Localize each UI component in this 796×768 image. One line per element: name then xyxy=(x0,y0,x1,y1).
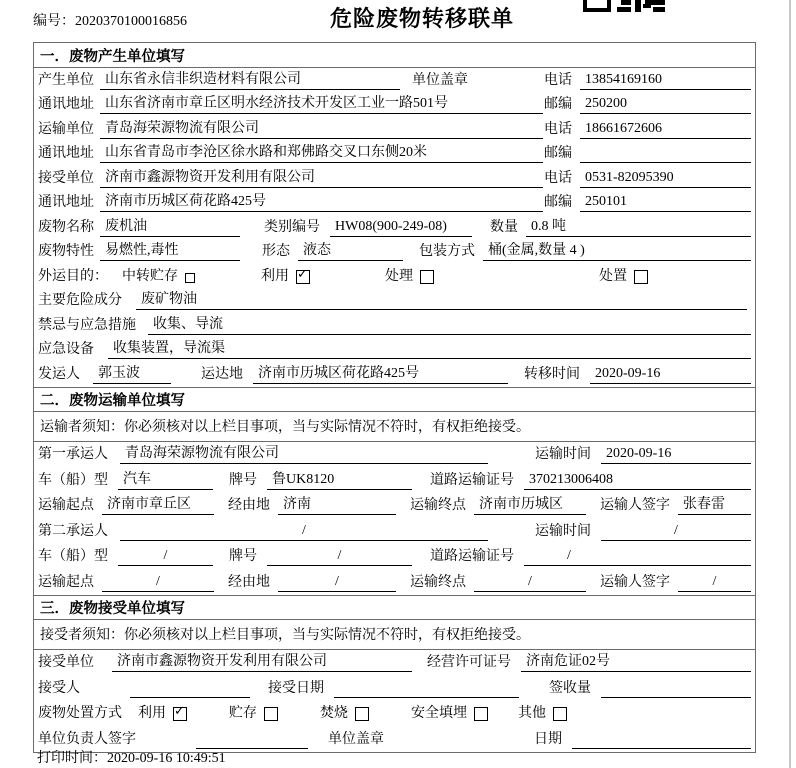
packing-field: 桶(金属,数量 4 ) xyxy=(483,242,751,261)
plate-2-field: / xyxy=(267,547,412,566)
disposal-option-store xyxy=(229,705,278,723)
carrier-signature-2-field: / xyxy=(678,573,751,592)
category-field: HW08(900-249-08) xyxy=(330,218,472,237)
serial-number-line xyxy=(33,10,187,30)
phone-label: 电话 xyxy=(544,170,572,186)
disposal-option-other xyxy=(518,705,567,723)
transfer-time-field: 2020-09-16 xyxy=(590,365,751,384)
checkbox-icon xyxy=(553,707,567,721)
unit-seal-label: 单位盖章 xyxy=(328,731,384,747)
option-label: 利用 xyxy=(261,268,289,284)
option-label: 利用 xyxy=(138,706,166,721)
route-end-field: 济南市历城区 xyxy=(474,496,586,515)
purpose-option-dispose xyxy=(599,268,648,286)
trait-field: 易燃性,毒性 xyxy=(100,242,240,261)
section2-header: 二．废物运输单位填写 xyxy=(34,387,755,412)
hazard-label: 主要危险成分 xyxy=(38,293,122,308)
producer-value-field: 山东省永信非织造材料有限公司 xyxy=(100,71,400,90)
row-disposal-method xyxy=(34,701,755,727)
road-permit-label: 道路运输证号 xyxy=(430,472,514,488)
road-permit-field: 370213006408 xyxy=(524,471,751,490)
transport-time-label: 运输时间 xyxy=(535,447,591,462)
route-end-label: 运输终点 xyxy=(410,574,466,590)
responsible-signature-field xyxy=(196,730,308,749)
row-vehicle-2 xyxy=(34,544,755,570)
receiver-notice: 接受者须知：你必须核对以上栏目事项，当与实际情况不符时，有权拒绝接受。 xyxy=(34,620,755,650)
row-route-2 xyxy=(34,569,755,595)
purpose-option-treat xyxy=(385,268,434,286)
route-end-label: 运输终点 xyxy=(410,498,466,513)
section1-header: 一．废物产生单位填写 xyxy=(34,43,755,68)
taboo-label: 禁忌与应急措施 xyxy=(38,317,136,333)
checkbox-icon xyxy=(634,270,648,284)
vehicle-type-label: 车（船）型 xyxy=(38,549,108,564)
row-second-carrier xyxy=(34,518,755,544)
second-carrier-label: 第二承运人 xyxy=(38,523,108,539)
disposal-option-use xyxy=(138,705,187,723)
license-field: 济南危证02号 xyxy=(521,653,751,672)
date-label: 日期 xyxy=(534,731,562,747)
route-via-label: 经由地 xyxy=(228,498,270,513)
transporter-notice: 运输者须知：你必须核对以上栏目事项，当与实际情况不符时，有权拒绝接受。 xyxy=(34,412,755,442)
phone-label: 电话 xyxy=(544,121,572,137)
road-permit-label: 道路运输证号 xyxy=(430,549,514,564)
row-route-1 xyxy=(34,493,755,519)
row-hazard xyxy=(34,289,755,314)
address-label: 通讯地址 xyxy=(38,97,94,112)
vehicle-type-field: 汽车 xyxy=(118,471,213,490)
checkbox-icon xyxy=(355,707,369,721)
route-start-field: 济南市章丘区 xyxy=(102,496,214,515)
row-taboo xyxy=(34,313,755,338)
receiver-phone-field: 0531-82095390 xyxy=(580,169,751,188)
destination-label: 运达地 xyxy=(201,366,243,382)
producer-address-field: 山东省济南市章丘区明水经济技术开发区工业一路501号 xyxy=(100,95,543,114)
row-transporter xyxy=(34,117,755,142)
row-receiver-address xyxy=(34,191,755,216)
route-via-field: 济南 xyxy=(278,496,396,515)
transport-time-label: 运输时间 xyxy=(535,523,591,539)
receiver-address-field: 济南市历城区荷花路425号 xyxy=(100,193,543,212)
quantity-field: 0.8 吨 xyxy=(526,218,751,237)
receiver-value-field: 济南市鑫源物资开发利用有限公司 xyxy=(100,169,543,188)
print-time-label: 打印时间： xyxy=(37,751,107,766)
hazard-field: 废矿物油 xyxy=(136,291,747,310)
option-label: 中转贮存 xyxy=(122,268,178,284)
quantity-label: 数量 xyxy=(490,219,518,235)
transporter-phone-field: 18661672606 xyxy=(580,120,751,139)
row-purpose xyxy=(34,264,755,289)
checkbox-icon xyxy=(185,273,195,283)
page-title: 危险废物转移联单 xyxy=(330,6,515,31)
route-via-2-field: / xyxy=(278,573,396,592)
first-carrier-label: 第一承运人 xyxy=(38,447,108,462)
destination-field: 济南市历城区荷花路425号 xyxy=(253,365,508,384)
checkbox-icon xyxy=(474,707,488,721)
checkbox-icon xyxy=(420,270,434,284)
plate-label: 牌号 xyxy=(229,549,257,564)
waste-name-field: 废机油 xyxy=(100,218,240,237)
row-waste-trait xyxy=(34,240,755,265)
receiving-unit-label: 接受单位 xyxy=(38,655,94,670)
transporter-zip-field xyxy=(580,144,751,163)
address-label: 通讯地址 xyxy=(38,195,94,210)
page-edge-line xyxy=(789,0,791,768)
row-equipment xyxy=(34,338,755,363)
shipper-label: 发运人 xyxy=(38,366,80,382)
first-carrier-field: 青岛海荣源物流有限公司 xyxy=(120,445,488,464)
print-time-value: 2020-09-16 10:49:51 xyxy=(107,751,226,766)
taboo-field: 收集、导流 xyxy=(148,316,751,335)
row-transporter-address xyxy=(34,142,755,167)
row-vehicle-1 xyxy=(34,467,755,493)
row-producer xyxy=(34,68,755,93)
disposal-option-burn xyxy=(320,705,369,723)
transporter-label: 运输单位 xyxy=(38,121,94,137)
checkbox-icon xyxy=(264,707,278,721)
receiver-person-field xyxy=(130,679,250,698)
packing-label: 包装方式 xyxy=(419,244,475,259)
equipment-field: 收集装置，导流渠 xyxy=(108,340,751,359)
category-label: 类别编号 xyxy=(264,219,320,235)
phone-label: 电话 xyxy=(544,72,572,88)
waste-name-label: 废物名称 xyxy=(38,219,94,235)
carrier-signature-label: 运输人签字 xyxy=(600,574,670,590)
receiving-unit-field: 济南市鑫源物资开发利用有限公司 xyxy=(112,653,412,672)
option-label: 安全填埋 xyxy=(411,706,467,721)
zip-label: 邮编 xyxy=(544,195,572,210)
second-carrier-field: / xyxy=(120,522,488,541)
vehicle-type-label: 车（船）型 xyxy=(38,472,108,488)
section3-header: 三．废物接受单位填写 xyxy=(34,595,755,620)
checkbox-checked-icon xyxy=(296,270,310,284)
license-label: 经营许可证号 xyxy=(427,655,511,670)
receiver-person-label: 接受人 xyxy=(38,680,80,696)
option-label: 处置 xyxy=(599,268,627,284)
transfer-form-table xyxy=(33,42,756,753)
zip-label: 邮编 xyxy=(544,146,572,161)
disposal-option-landfill xyxy=(411,705,488,723)
carrier-signature-label: 运输人签字 xyxy=(600,498,670,513)
receive-date-field xyxy=(334,679,519,698)
serial-value: 2020370100016856 xyxy=(75,14,187,29)
form-label: 形态 xyxy=(262,244,290,259)
serial-label: 编号： xyxy=(33,14,75,29)
row-waste-name xyxy=(34,215,755,240)
transport-time-2-field: / xyxy=(601,522,751,541)
disposal-method-label: 废物处置方式 xyxy=(38,706,122,721)
route-start-label: 运输起点 xyxy=(38,574,94,590)
producer-zip-field: 250200 xyxy=(580,95,751,114)
row-receiving-unit xyxy=(34,650,755,676)
road-permit-2-field: / xyxy=(524,547,614,566)
option-label: 其他 xyxy=(518,706,546,721)
row-receiver xyxy=(34,166,755,191)
road-permit-2-field-extension xyxy=(614,547,751,566)
row-responsible-signature xyxy=(34,726,755,752)
date-field xyxy=(572,730,751,749)
trait-label: 废物特性 xyxy=(38,244,94,259)
row-shipper xyxy=(34,362,755,387)
received-amount-label: 签收量 xyxy=(549,680,591,696)
transport-time-field: 2020-09-16 xyxy=(601,445,751,464)
option-label: 贮存 xyxy=(229,706,257,721)
row-first-carrier xyxy=(34,442,755,468)
transporter-value-field: 青岛海荣源物流有限公司 xyxy=(100,120,543,139)
purpose-option-storage xyxy=(122,268,195,286)
option-label: 处理 xyxy=(385,268,413,284)
purpose-label: 外运目的： xyxy=(38,268,108,284)
plate-label: 牌号 xyxy=(229,472,257,488)
receiver-zip-field: 250101 xyxy=(580,193,751,212)
zip-label: 邮编 xyxy=(544,97,572,112)
route-via-label: 经由地 xyxy=(228,574,270,590)
seal-label: 单位盖章 xyxy=(412,72,468,88)
transporter-address-field: 山东省青岛市李沧区徐水路和郑佛路交叉口东侧20米 xyxy=(100,144,543,163)
received-amount-field xyxy=(601,679,751,698)
print-time-line xyxy=(37,750,226,767)
route-start-2-field: / xyxy=(102,573,214,592)
responsible-signature-label: 单位负责人签字 xyxy=(38,731,136,747)
receiver-label: 接受单位 xyxy=(38,170,94,186)
plate-field: 鲁UK8120 xyxy=(267,471,412,490)
checkbox-checked-icon xyxy=(173,707,187,721)
vehicle-type-2-field: / xyxy=(118,547,213,566)
equipment-label: 应急设备 xyxy=(38,342,94,357)
row-producer-address xyxy=(34,93,755,118)
shipper-field: 郭玉波 xyxy=(93,365,171,384)
purpose-option-use xyxy=(261,268,310,286)
transfer-time-label: 转移时间 xyxy=(524,366,580,382)
route-start-label: 运输起点 xyxy=(38,498,94,513)
row-receiver-person xyxy=(34,675,755,701)
form-field: 液态 xyxy=(298,242,403,261)
qr-code-fragment xyxy=(583,0,667,12)
address-label: 通讯地址 xyxy=(38,146,94,161)
producer-label: 产生单位 xyxy=(38,72,94,88)
receive-date-label: 接受日期 xyxy=(268,680,324,696)
producer-phone-field: 13854169160 xyxy=(580,71,751,90)
route-end-2-field: / xyxy=(474,573,586,592)
carrier-signature-field: 张春雷 xyxy=(678,496,751,515)
option-label: 焚烧 xyxy=(320,706,348,721)
